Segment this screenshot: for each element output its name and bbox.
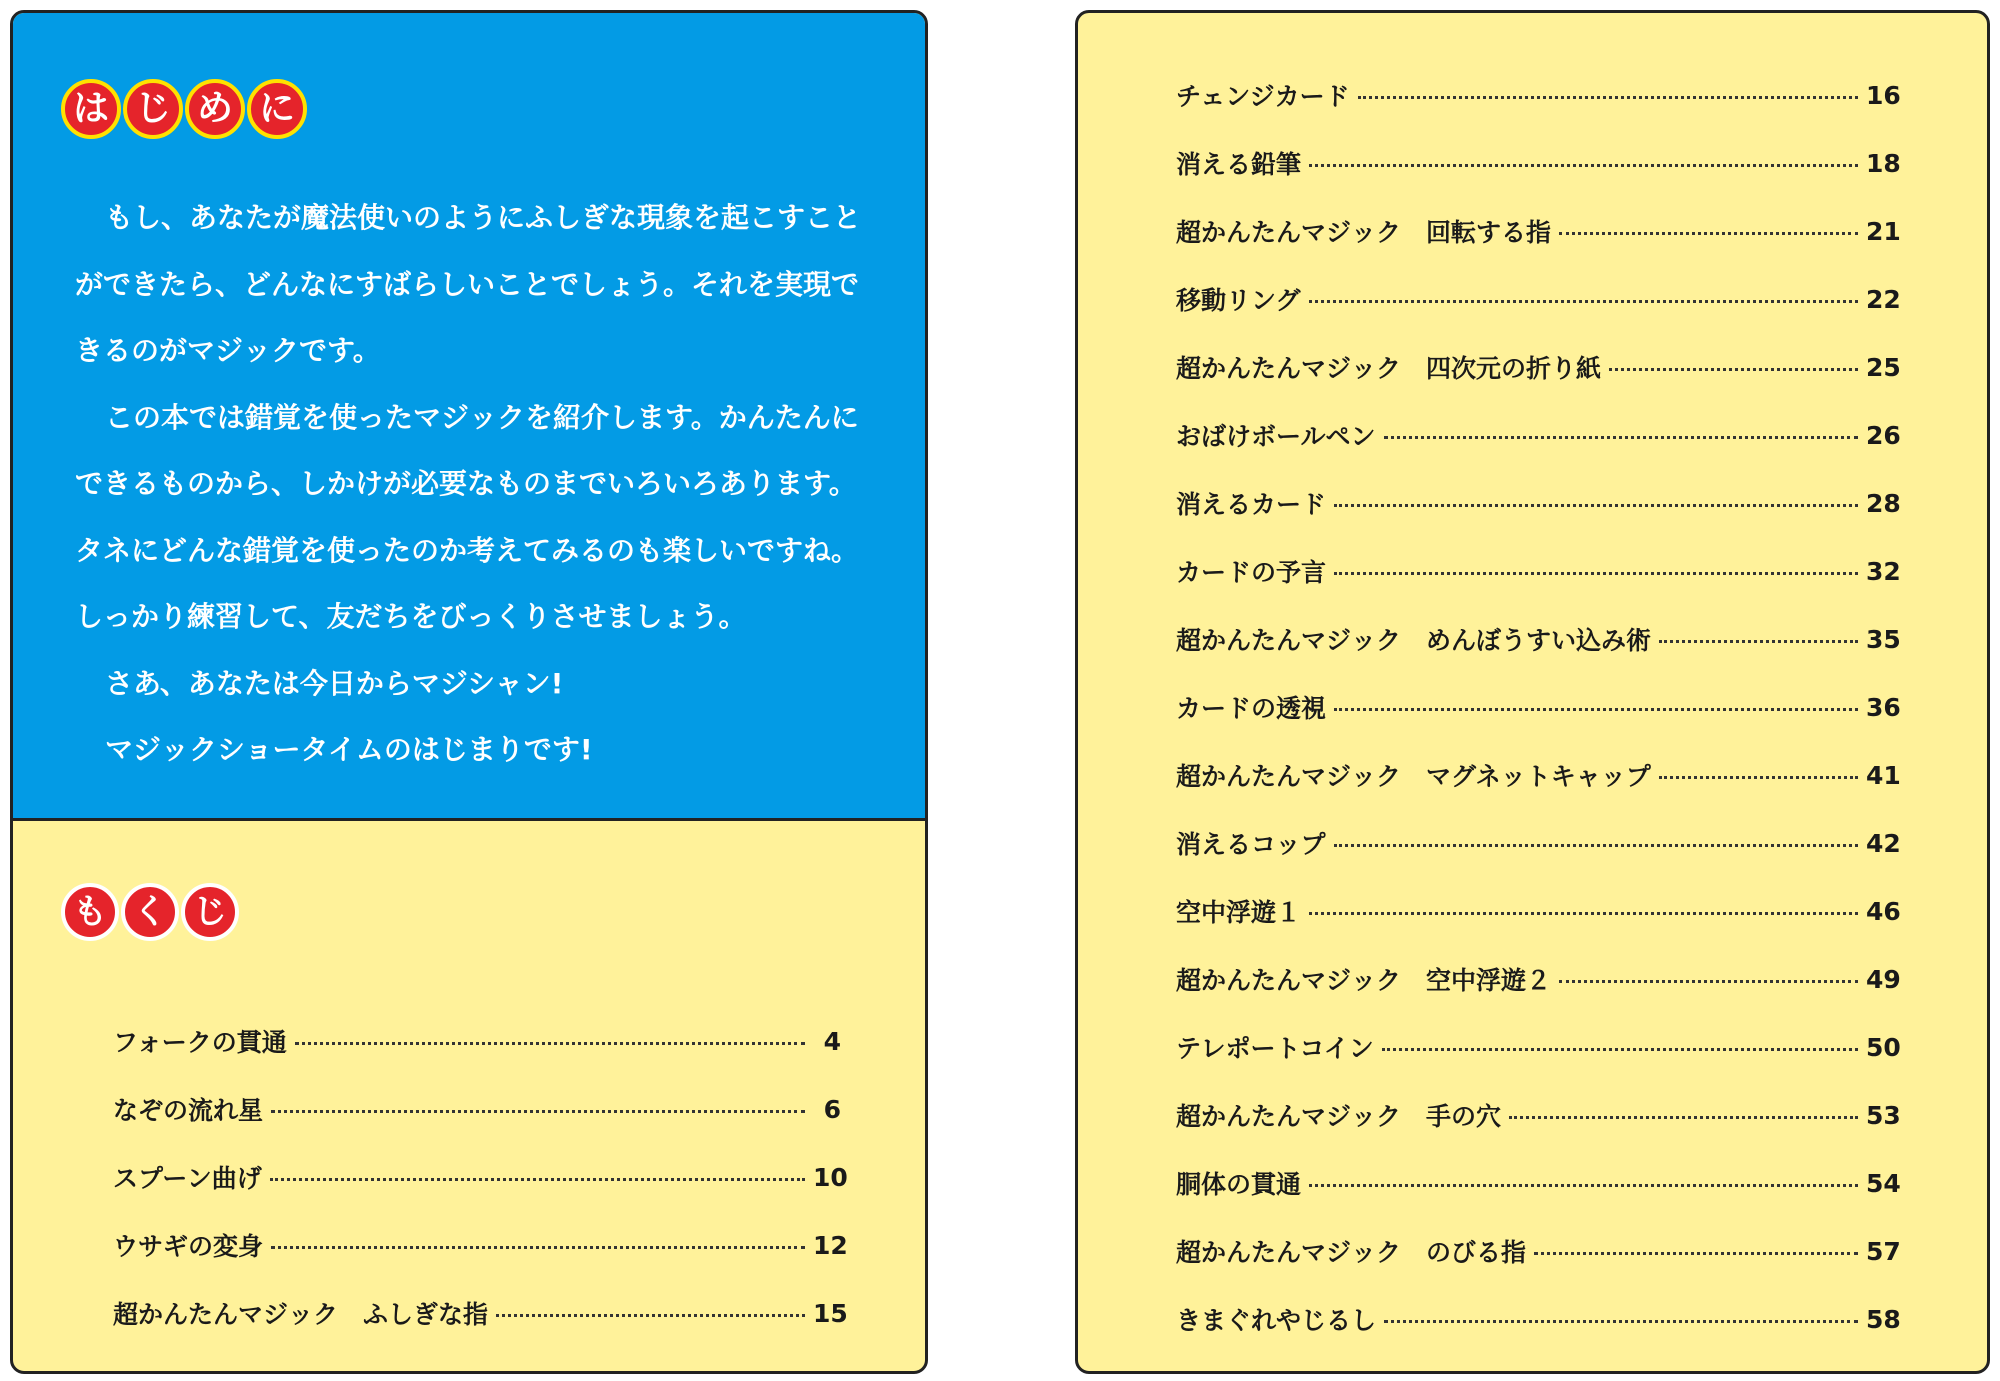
- toc-entry-title: 超かんたんマジック めんぼうすい込み術: [1176, 626, 1652, 655]
- intro-heading-char: じ: [123, 79, 183, 139]
- intro-line: きるのがマジックです。: [75, 334, 381, 367]
- toc-entry-page: 36: [1866, 692, 1901, 722]
- toc-entry[interactable]: [113, 1211, 848, 1279]
- toc-entry[interactable]: [1176, 877, 1900, 945]
- dot-leader: [1334, 504, 1858, 507]
- toc-entry[interactable]: [113, 1007, 841, 1075]
- toc-entry-title: 移動リング: [1176, 286, 1301, 315]
- toc-entry-page: 10: [813, 1162, 848, 1192]
- dot-leader: [496, 1314, 805, 1317]
- toc-entry-page: 18: [1866, 148, 1901, 178]
- toc-entry-title: 超かんたんマジック 空中浮遊２: [1176, 966, 1552, 995]
- toc-entry-title: 超かんたんマジック 四次元の折り紙: [1176, 354, 1602, 383]
- toc-entry-page: 46: [1866, 896, 1901, 926]
- toc-entry-title: カードの透視: [1176, 694, 1327, 723]
- toc-heading-char: じ: [181, 883, 239, 941]
- toc-list-left: [113, 1007, 848, 1347]
- toc-entry-page: 32: [1866, 556, 1901, 586]
- dot-leader: [1509, 1116, 1858, 1119]
- toc-entry-title: テレポートコイン: [1176, 1034, 1374, 1063]
- toc-list-right: [1176, 61, 1900, 1353]
- toc-entry[interactable]: [1176, 129, 1900, 197]
- toc-entry[interactable]: [113, 1279, 848, 1347]
- intro-line: タネにどんな錯覚を使ったのか考えてみるのも楽しいですね。: [75, 533, 860, 567]
- toc-entry-title: なぞの流れ星: [113, 1096, 264, 1125]
- toc-entry-page: 35: [1866, 624, 1901, 654]
- intro-line: ができたら、どんなにすばらしいことでしょう。それを実現で: [75, 267, 860, 301]
- toc-entry[interactable]: [1176, 1217, 1900, 1285]
- toc-entry-page: 41: [1866, 760, 1901, 790]
- toc-heading-char: く: [121, 883, 179, 941]
- toc-entry-page: 4: [823, 1026, 841, 1056]
- toc-entry[interactable]: [113, 1143, 848, 1211]
- toc-entry-title: カードの予言: [1176, 558, 1327, 587]
- dot-leader: [271, 1246, 805, 1249]
- toc-heading-char: も: [61, 883, 119, 941]
- toc-entry-title: 空中浮遊１: [1176, 898, 1302, 927]
- toc-entry-title: フォークの貫通: [113, 1028, 287, 1057]
- right-page: [1075, 10, 1990, 1374]
- toc-entry-title: 胴体の貫通: [1176, 1170, 1302, 1199]
- toc-heading: [61, 883, 239, 941]
- toc-entry[interactable]: [1176, 1081, 1900, 1149]
- toc-entry[interactable]: [1176, 265, 1900, 333]
- dot-leader: [1384, 1320, 1858, 1323]
- toc-entry[interactable]: [113, 1075, 841, 1143]
- toc-entry[interactable]: [1176, 61, 1900, 129]
- toc-entry-page: 50: [1866, 1032, 1901, 1062]
- dot-leader: [1382, 1048, 1858, 1051]
- toc-entry[interactable]: [1176, 809, 1900, 877]
- toc-entry[interactable]: [1176, 1013, 1900, 1081]
- toc-entry[interactable]: [1176, 333, 1900, 401]
- toc-entry-page: 57: [1866, 1236, 1901, 1266]
- dot-leader: [1559, 980, 1858, 983]
- toc-entry-title: 消えるカード: [1176, 490, 1327, 519]
- toc-entry-title: 超かんたんマジック のびる指: [1176, 1238, 1527, 1267]
- toc-entry-page: 12: [813, 1230, 848, 1260]
- intro-line: もし、あなたが魔法使いのようにふしぎな現象を起こすこと: [105, 201, 862, 234]
- intro-line: できるものから、しかけが必要なものまでいろいろあります。: [75, 467, 857, 500]
- toc-entry[interactable]: [1176, 469, 1900, 537]
- intro-heading-char: め: [185, 79, 245, 139]
- toc-entry-page: 28: [1866, 488, 1901, 518]
- dot-leader: [1384, 436, 1858, 439]
- dot-leader: [271, 1110, 805, 1113]
- dot-leader: [1559, 232, 1858, 235]
- toc-entry-page: 54: [1866, 1168, 1901, 1198]
- toc-entry[interactable]: [1176, 741, 1900, 809]
- toc-entry[interactable]: [1176, 537, 1900, 605]
- toc-entry-title: 超かんたんマジック ふしぎな指: [113, 1300, 489, 1329]
- toc-entry-title: ウサギの変身: [113, 1232, 264, 1261]
- intro-section: [13, 13, 925, 821]
- toc-entry-page: 53: [1866, 1100, 1901, 1130]
- toc-entry-title: 消える鉛筆: [1176, 150, 1302, 179]
- dot-leader: [1534, 1252, 1858, 1255]
- dot-leader: [1309, 912, 1858, 915]
- toc-entry-page: 22: [1866, 284, 1901, 314]
- intro-line: この本では錯覚を使ったマジックを紹介します。かんたんに: [105, 400, 859, 434]
- toc-entry-title: スプーン曲げ: [113, 1164, 262, 1193]
- toc-entry-title: おばけボールペン: [1176, 422, 1376, 451]
- dot-leader: [1309, 300, 1858, 303]
- toc-entry-page: 49: [1866, 964, 1901, 994]
- dot-leader: [1334, 844, 1858, 847]
- intro-heading: [61, 79, 307, 139]
- intro-line: マジックショータイムのはじまりです!: [105, 733, 593, 766]
- toc-entry-page: 6: [823, 1094, 841, 1124]
- dot-leader: [270, 1178, 805, 1181]
- dot-leader: [295, 1042, 805, 1045]
- toc-entry-page: 21: [1866, 216, 1901, 246]
- dot-leader: [1609, 368, 1858, 371]
- dot-leader: [1659, 776, 1858, 779]
- intro-line: しっかり練習して、友だちをびっくりさせましょう。: [75, 600, 747, 633]
- intro-body: [75, 185, 895, 784]
- toc-entry-title: 超かんたんマジック 回転する指: [1176, 218, 1552, 247]
- dot-leader: [1358, 96, 1858, 99]
- toc-entry[interactable]: [1176, 401, 1900, 469]
- toc-entry-page: 42: [1866, 828, 1901, 858]
- toc-entry-page: 26: [1866, 420, 1901, 450]
- toc-entry-title: 消えるコップ: [1176, 830, 1326, 859]
- toc-entry-page: 25: [1866, 352, 1901, 382]
- dot-leader: [1309, 1184, 1858, 1187]
- dot-leader: [1334, 708, 1858, 711]
- toc-entry-title: きまぐれやじるし: [1176, 1306, 1377, 1335]
- toc-entry-page: 58: [1866, 1304, 1901, 1334]
- toc-entry[interactable]: [1176, 605, 1900, 673]
- toc-entry[interactable]: [1176, 197, 1900, 265]
- toc-entry-page: 15: [813, 1298, 848, 1328]
- dot-leader: [1309, 164, 1858, 167]
- intro-heading-char: に: [247, 79, 307, 139]
- toc-entry-page: 16: [1866, 80, 1901, 110]
- intro-heading-char: は: [61, 79, 121, 139]
- dot-leader: [1659, 640, 1858, 643]
- toc-entry-title: チェンジカード: [1176, 82, 1350, 111]
- toc-entry[interactable]: [1176, 1285, 1900, 1353]
- intro-line: さあ、あなたは今日からマジシャン!: [105, 666, 564, 700]
- toc-entry-title: 超かんたんマジック 手の穴: [1176, 1102, 1502, 1131]
- toc-entry-title: 超かんたんマジック マグネットキャップ: [1176, 762, 1651, 791]
- toc-entry[interactable]: [1176, 1149, 1900, 1217]
- left-page: [10, 10, 928, 1374]
- toc-entry[interactable]: [1176, 945, 1900, 1013]
- dot-leader: [1334, 572, 1858, 575]
- toc-entry[interactable]: [1176, 673, 1900, 741]
